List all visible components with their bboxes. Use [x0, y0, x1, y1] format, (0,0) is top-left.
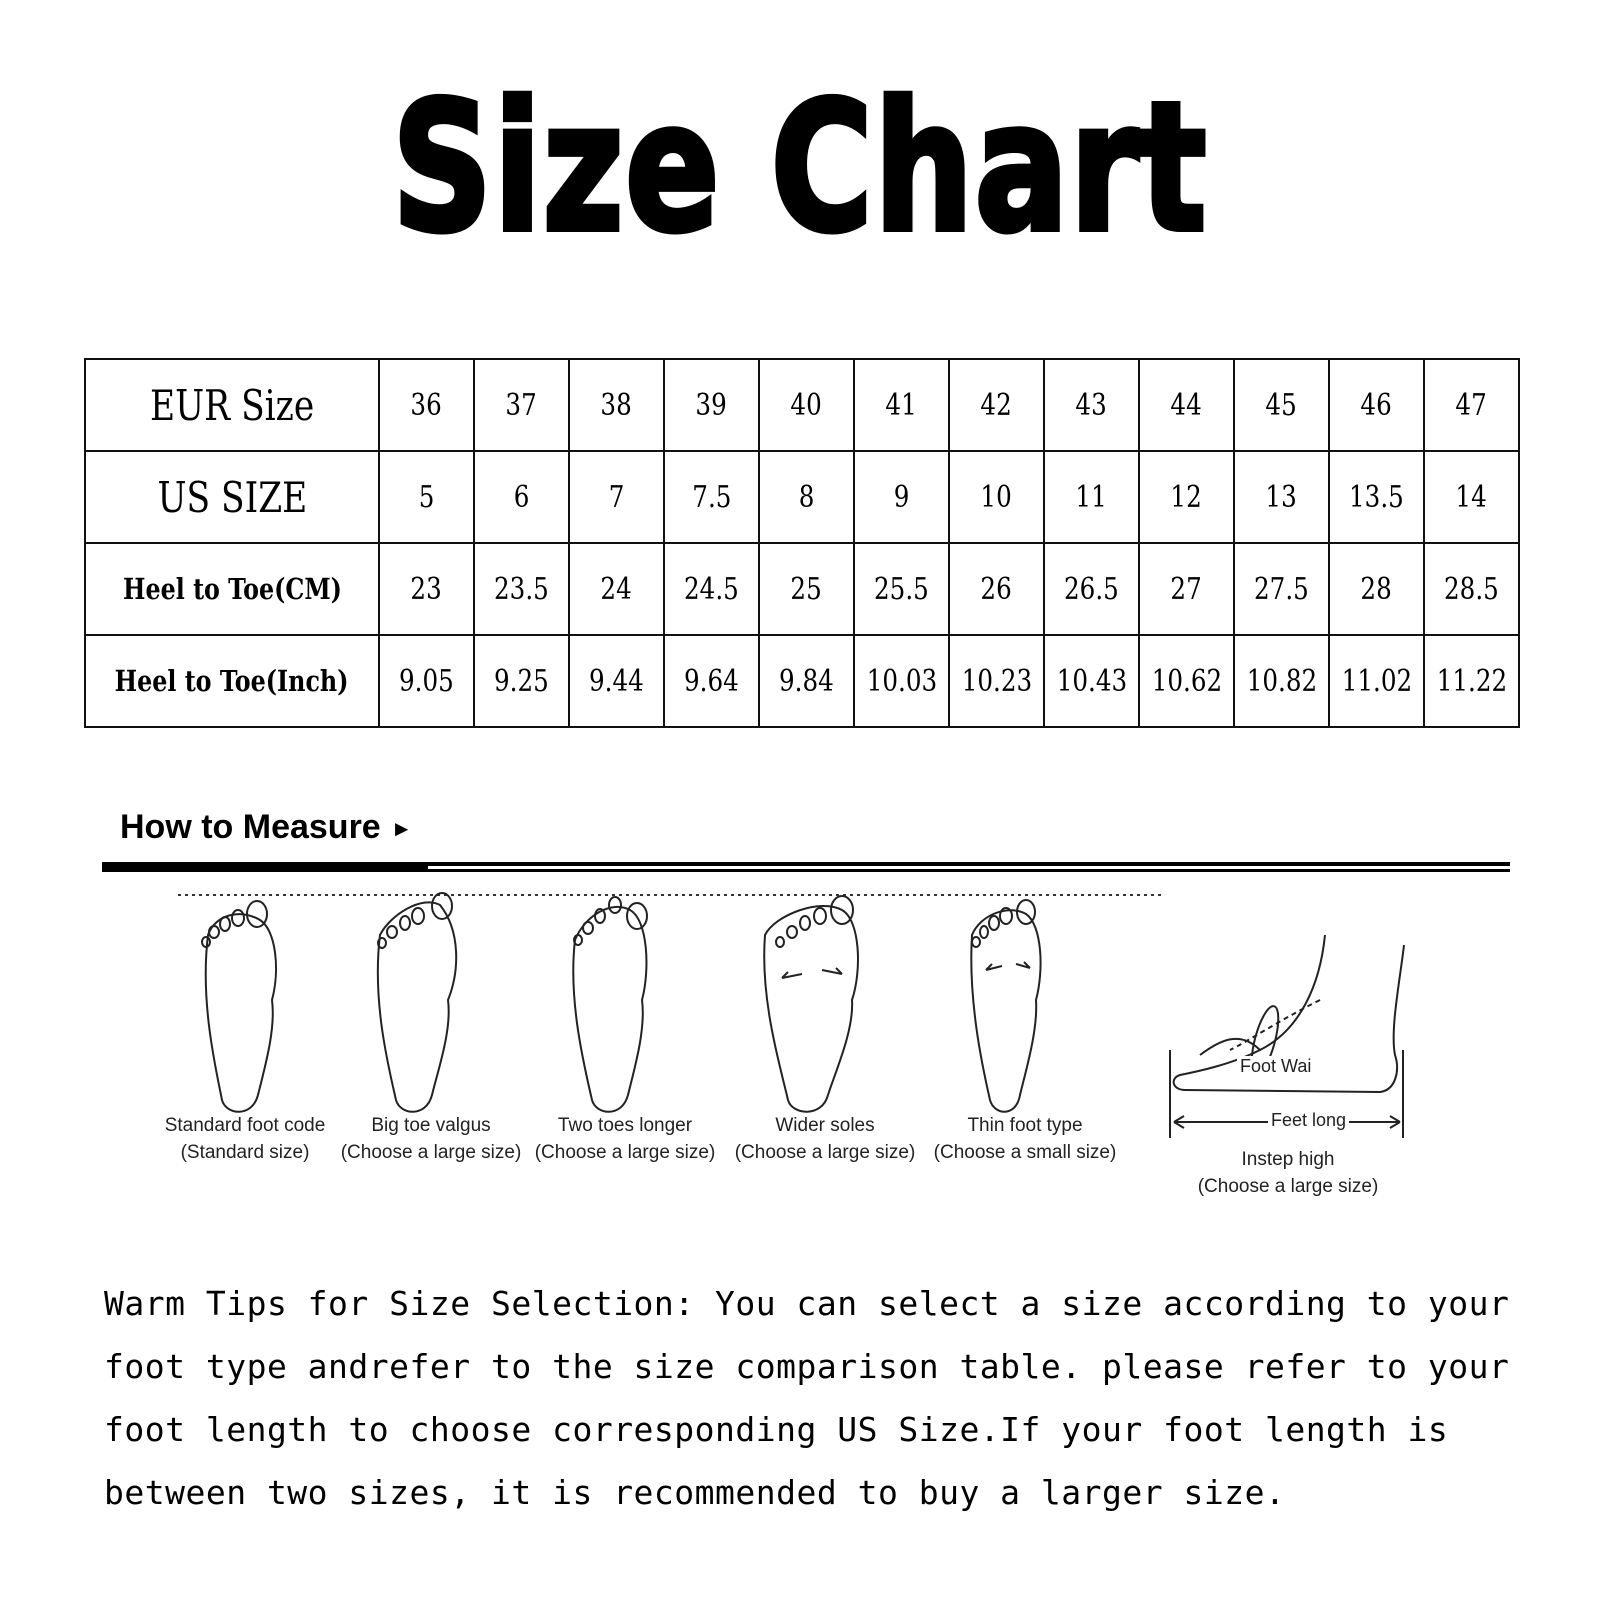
table-cell: 11.22: [1424, 635, 1519, 727]
row-label: Heel to Toe(CM): [85, 543, 379, 635]
table-cell: 42: [949, 359, 1044, 451]
how-to-measure-label: How to Measure: [120, 808, 381, 846]
table-cell: 26: [949, 543, 1044, 635]
table-cell: 27.5: [1234, 543, 1329, 635]
table-cell: 39: [664, 359, 759, 451]
table-cell: 5: [379, 451, 474, 543]
row-label: EUR Size: [85, 359, 379, 451]
table-cell: 7: [569, 451, 664, 543]
table-cell: 9.64: [664, 635, 759, 727]
table-row: [85, 451, 1519, 543]
table-cell: 47: [1424, 359, 1519, 451]
how-to-measure-heading: [120, 808, 413, 847]
table-cell: 23: [379, 543, 474, 635]
foot-caption-standard: Standard foot code (Standard size): [164, 1115, 326, 1163]
page-title: Size Chart: [392, 64, 1208, 271]
table-cell: 14: [1424, 451, 1519, 543]
table-cell: 44: [1139, 359, 1234, 451]
table-cell: 27: [1139, 543, 1234, 635]
two-toes-longer-foot-icon: [573, 897, 647, 1112]
table-cell: 11.02: [1329, 635, 1424, 727]
table-cell: 25: [759, 543, 854, 635]
table-row: [85, 543, 1519, 635]
table-cell: 45: [1234, 359, 1329, 451]
standard-foot-icon: [202, 901, 276, 1112]
wider-soles-foot-icon: [764, 896, 858, 1112]
foot-caption-two-toes: Two toes longer (Choose a large size): [534, 1115, 716, 1163]
table-row: [85, 359, 1519, 451]
table-cell: 46: [1329, 359, 1424, 451]
table-row: [85, 635, 1519, 727]
table-cell: 10.62: [1139, 635, 1234, 727]
big-toe-valgus-foot-icon: [378, 893, 456, 1112]
row-label: Heel to Toe(Inch): [85, 635, 379, 727]
table-cell: 9.25: [474, 635, 569, 727]
table-cell: 10.43: [1044, 635, 1139, 727]
table-cell: 9: [854, 451, 949, 543]
table-cell: 28.5: [1424, 543, 1519, 635]
table-cell: 24: [569, 543, 664, 635]
table-cell: 23.5: [474, 543, 569, 635]
table-cell: 7.5: [664, 451, 759, 543]
table-cell: 13.5: [1329, 451, 1424, 543]
foot-caption-instep: Instep high (Choose a large size): [1197, 1149, 1379, 1197]
thin-foot-icon: [971, 900, 1040, 1112]
heading-rule-thin: [428, 869, 1510, 872]
heading-rule-thin: [428, 862, 1510, 866]
table-cell: 40: [759, 359, 854, 451]
table-cell: 24.5: [664, 543, 759, 635]
table-cell: 38: [569, 359, 664, 451]
instep-high-foot-icon: [1170, 935, 1404, 1138]
heading-rule-thick: [102, 862, 428, 872]
table-cell: 13: [1234, 451, 1329, 543]
table-cell: 10.03: [854, 635, 949, 727]
table-cell: 6: [474, 451, 569, 543]
table-cell: 10: [949, 451, 1044, 543]
table-cell: 25.5: [854, 543, 949, 635]
play-arrow-icon: ►: [390, 816, 413, 842]
table-cell: 43: [1044, 359, 1139, 451]
table-cell: 9.84: [759, 635, 854, 727]
table-cell: 10.23: [949, 635, 1044, 727]
table-cell: 41: [854, 359, 949, 451]
table-cell: 37: [474, 359, 569, 451]
table-cell: 28: [1329, 543, 1424, 635]
feet-long-label: Feet long: [1268, 1110, 1349, 1131]
size-table: [84, 358, 1520, 728]
row-label: US SIZE: [85, 451, 379, 543]
table-cell: 9.44: [569, 635, 664, 727]
table-cell: 8: [759, 451, 854, 543]
table-cell: 26.5: [1044, 543, 1139, 635]
table-cell: 9.05: [379, 635, 474, 727]
table-cell: 11: [1044, 451, 1139, 543]
table-cell: 10.82: [1234, 635, 1329, 727]
warm-tips-text: Warm Tips for Size Selection: You can select a size according to your foot type andrefer to the size comparison table. please refer to your foot length to choose corresponding US Size.If your foot length is between two sizes, it is recommended to buy a larger size.: [104, 1284, 1510, 1512]
table-cell: 36: [379, 359, 474, 451]
foot-caption-big-toe: Big toe valgus (Choose a large size): [340, 1115, 522, 1163]
foot-caption-thin: Thin foot type (Choose a small size): [933, 1115, 1117, 1163]
foot-caption-wider: Wider soles (Choose a large size): [734, 1115, 916, 1163]
table-cell: 12: [1139, 451, 1234, 543]
foot-wai-label: Foot Wai: [1237, 1056, 1314, 1077]
